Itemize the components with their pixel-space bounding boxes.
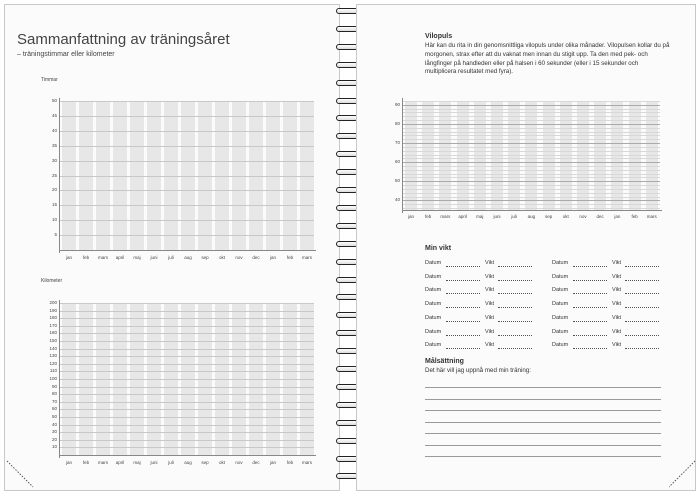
datum-label: Datum	[425, 260, 442, 266]
km-xaxis	[59, 455, 316, 456]
right-page	[356, 4, 696, 491]
hours-xtick: juli	[168, 255, 174, 260]
vilopuls-xtick: april	[458, 214, 467, 219]
spiral-ring	[336, 330, 358, 336]
spiral-ring	[336, 402, 358, 408]
goal-line	[425, 387, 661, 388]
spiral-ring	[336, 259, 358, 265]
vikt-label: Vikt	[612, 301, 622, 308]
spiral-ring	[336, 80, 358, 86]
vilopuls-ytick: 80	[394, 120, 400, 126]
km-gridline	[59, 417, 314, 418]
km-ytick: 150	[49, 338, 57, 343]
spiral-ring	[336, 26, 358, 32]
spiral-ring	[336, 438, 358, 444]
km-gridline	[59, 371, 314, 372]
vikt-label: Vikt	[612, 273, 622, 280]
hours-xtick: mars	[302, 255, 312, 260]
km-chart	[5, 5, 341, 492]
malsattning-prompt: Det här vill jag uppnå med min träning:	[425, 367, 531, 374]
vilopuls-xtick: sep	[544, 214, 553, 219]
km-xtick: mars	[98, 460, 108, 465]
hours-ylabel: Timmar	[41, 77, 58, 83]
spiral-ring	[336, 294, 358, 300]
vilopuls-ytick: 90	[394, 101, 400, 107]
vilopuls-heading: Vilopuls	[425, 33, 453, 40]
km-ytick: 200	[49, 300, 57, 305]
min-vikt-heading: Min vikt	[425, 245, 452, 252]
spiral-ring	[336, 205, 358, 211]
vilopuls-ytick: 70	[394, 140, 400, 146]
km-xtick: sep	[201, 460, 209, 465]
datum-label: Datum	[552, 314, 569, 321]
km-xtick: dec	[252, 460, 260, 465]
spiral-ring	[336, 187, 358, 193]
spiral-ring	[336, 169, 358, 175]
vilopuls-xtick: jan	[407, 214, 414, 219]
km-ytick: 160	[49, 330, 57, 336]
km-gridline	[59, 341, 314, 342]
hours-ytick: 50	[51, 98, 57, 103]
hours-ytick: 15	[51, 202, 57, 208]
km-gridline	[59, 364, 314, 365]
hours-ytick: 20	[51, 187, 57, 193]
km-ytick: 90	[51, 383, 57, 389]
malsattning-heading: Målsättning	[425, 358, 464, 365]
vilopuls-xtick: nov	[579, 214, 587, 219]
km-ytick: 190	[49, 307, 57, 313]
km-xtick: feb	[286, 460, 294, 465]
hours-ytick: 25	[51, 172, 57, 178]
spiral-ring	[336, 98, 358, 104]
hours-xtick: jan	[65, 255, 72, 260]
hours-xtick: maj	[133, 255, 141, 260]
goal-line	[425, 410, 661, 411]
vilopuls-xtick: maj	[476, 214, 484, 219]
km-gridline	[59, 356, 314, 357]
datum-label: Datum	[552, 328, 569, 335]
page-subtitle: – träningstimmar eller kilometer	[17, 51, 115, 58]
hours-xtick: nov	[235, 255, 243, 260]
km-gridline	[59, 311, 314, 312]
km-gridline	[59, 387, 314, 388]
km-ytick: 110	[49, 368, 57, 374]
datum-label: Datum	[552, 273, 569, 280]
spiral-ring	[336, 473, 358, 479]
km-ytick: 20	[51, 436, 57, 442]
hours-ytick: 30	[51, 157, 57, 163]
km-ylabel: Kilometer	[41, 278, 63, 284]
corner-decoration-right	[669, 453, 697, 489]
spiral-ring	[336, 151, 358, 157]
spiral-ring	[336, 115, 358, 121]
vikt-label: Vikt	[485, 301, 495, 308]
vikt-label: Vikt	[485, 328, 495, 335]
goal-line	[425, 433, 661, 434]
hours-xtick: feb	[286, 255, 294, 260]
vilopuls-xtick: juli	[511, 214, 517, 219]
spiral-ring	[336, 384, 358, 390]
datum-label: Datum	[552, 287, 569, 294]
vilopuls-xtick: dec	[596, 214, 604, 219]
vilopuls-xtick: jan	[614, 214, 621, 219]
spiral-ring	[336, 420, 358, 426]
datum-label: Datum	[552, 301, 569, 308]
vikt-label: Vikt	[612, 260, 622, 266]
km-xtick: nov	[235, 460, 243, 465]
datum-label: Datum	[425, 287, 442, 294]
km-xtick: april	[115, 460, 125, 465]
hours-xtick: aug	[184, 255, 192, 260]
vikt-label: Vikt	[485, 260, 495, 266]
km-gridline	[59, 402, 314, 403]
spiral-ring	[336, 133, 358, 139]
km-xtick: juli	[168, 460, 174, 465]
km-ytick: 50	[51, 414, 57, 419]
km-xtick: mars	[302, 460, 312, 465]
vilopuls-ytick: 40	[394, 197, 400, 203]
vilopuls-xtick: feb	[425, 214, 432, 219]
vilopuls-text: Här kan du rita in din genomsnittliga vilopuls under olika månader. Vilopulsen kollar du på morgonen, strax efter att du vaknat men innan du stigit upp. Ta den med pek- och långfinger på handleden eller på halsen i 60 sekunder (eller i 15 sekunder och multiplicera resultatet med fyra).	[425, 42, 670, 76]
km-ytick: 140	[49, 345, 57, 351]
hours-xtick: feb	[82, 255, 90, 260]
km-xtick: aug	[184, 460, 192, 465]
datum-label: Datum	[425, 273, 442, 280]
vikt-label: Vikt	[612, 342, 622, 349]
km-xtick: feb	[82, 460, 90, 465]
vilopuls-ytick: 50	[394, 178, 400, 184]
km-gridline	[59, 447, 314, 448]
hours-xtick: dec	[252, 255, 260, 260]
km-xtick: okt	[218, 460, 225, 465]
spiral-ring	[336, 348, 358, 354]
datum-label: Datum	[552, 260, 569, 266]
km-gridline	[59, 333, 314, 334]
goal-lines	[357, 5, 697, 492]
spiral-ring	[336, 312, 358, 318]
corner-decoration	[5, 453, 35, 489]
goal-line	[425, 399, 661, 400]
spiral-ring	[336, 8, 358, 14]
km-gridline	[59, 409, 314, 410]
vikt-label: Vikt	[612, 328, 622, 335]
datum-label: Datum	[425, 342, 442, 349]
hours-xtick: mars	[98, 255, 108, 260]
vilopuls-xtick: mars	[440, 214, 451, 219]
km-ytick: 100	[49, 376, 57, 381]
datum-label: Datum	[425, 314, 442, 321]
vikt-label: Vikt	[485, 273, 495, 280]
vikt-label: Vikt	[485, 287, 495, 294]
goal-line	[425, 422, 661, 423]
hours-ytick: 10	[51, 217, 57, 223]
datum-label: Datum	[425, 301, 442, 308]
hours-xtick: sep	[201, 255, 209, 260]
vilopuls-ytick: 60	[394, 159, 400, 165]
hours-xtick: okt	[218, 255, 225, 260]
km-gridline	[59, 303, 314, 304]
hours-xtick: jan	[269, 255, 276, 260]
goal-line	[425, 456, 661, 457]
km-ytick: 130	[49, 353, 57, 359]
km-gridline	[59, 349, 314, 350]
vilopuls-xtick: okt	[562, 214, 569, 219]
page-title: Sammanfattning av träningsåret	[17, 31, 230, 48]
goal-line	[425, 445, 661, 446]
km-gridline	[59, 326, 314, 327]
spiral-ring	[336, 241, 358, 247]
spiral-ring	[336, 277, 358, 283]
km-gridline	[59, 394, 314, 395]
km-ytick: 70	[51, 398, 57, 404]
vikt-label: Vikt	[485, 342, 495, 349]
km-gridline	[59, 379, 314, 380]
vilopuls-xtick: juni	[493, 214, 501, 219]
hours-ytick: 35	[51, 142, 57, 148]
km-yaxis	[59, 300, 60, 458]
vilopuls-xtick: mars	[646, 214, 657, 219]
vikt-label: Vikt	[612, 287, 622, 294]
hours-ytick: 45	[51, 112, 57, 118]
km-xtick: jan	[65, 460, 72, 465]
km-ytick: 10	[51, 444, 57, 450]
hours-xtick: juni	[150, 255, 158, 260]
km-ytick: 80	[51, 391, 57, 397]
vilopuls-xtick: feb	[631, 214, 638, 219]
spiral-ring	[336, 456, 358, 462]
left-page	[4, 4, 340, 491]
spiral-ring	[336, 44, 358, 50]
datum-label: Datum	[552, 342, 569, 349]
km-xtick: jan	[269, 460, 276, 465]
vilopuls-xtick: aug	[527, 214, 536, 219]
km-xtick: juni	[150, 460, 158, 465]
km-gridline	[59, 440, 314, 441]
km-gridline	[59, 318, 314, 319]
km-ytick: 170	[49, 322, 57, 328]
spiral-ring	[336, 223, 358, 229]
spiral-ring	[336, 366, 358, 372]
km-ytick: 60	[51, 406, 57, 412]
km-ytick: 180	[49, 315, 57, 321]
km-ytick: 30	[51, 429, 57, 435]
datum-label: Datum	[425, 328, 442, 335]
km-gridline	[59, 432, 314, 433]
vikt-label: Vikt	[612, 314, 622, 321]
hours-xtick: april	[115, 255, 125, 260]
km-gridline	[59, 425, 314, 426]
vikt-label: Vikt	[485, 314, 495, 321]
km-ytick: 120	[49, 360, 57, 366]
hours-ytick: 40	[51, 127, 57, 133]
spiral-ring	[336, 62, 358, 68]
hours-ytick: 5	[54, 232, 57, 238]
km-xtick: maj	[133, 460, 141, 465]
km-ytick: 40	[51, 421, 57, 427]
